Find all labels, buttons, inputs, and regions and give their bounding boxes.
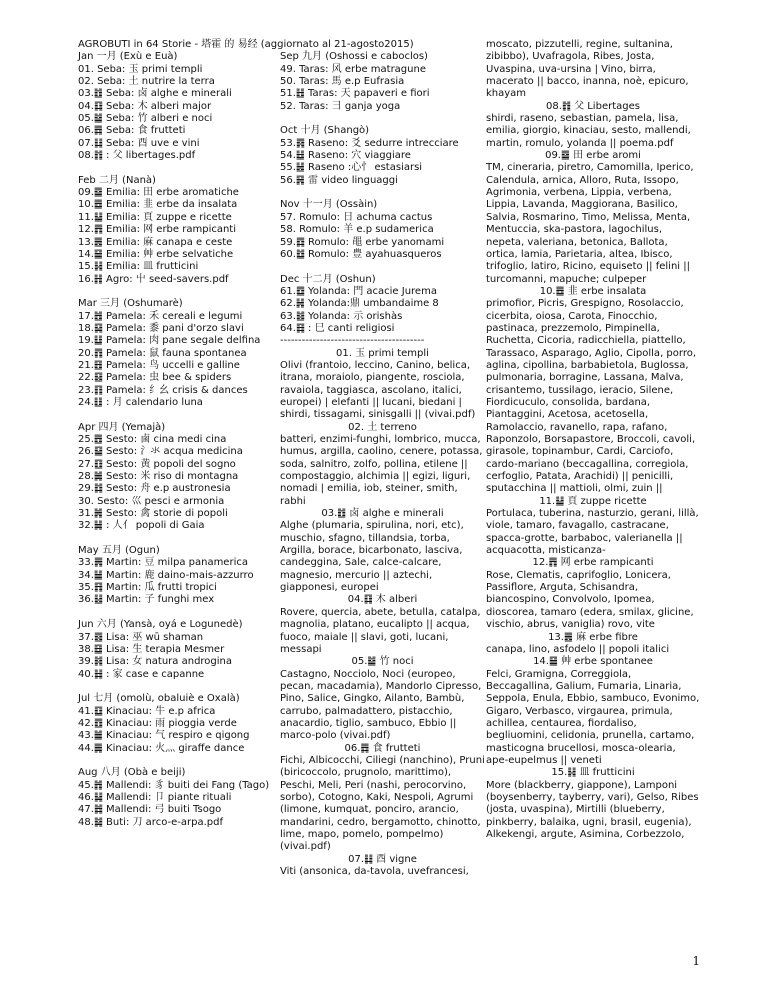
text-line: Feb 二月 (Nanà) [78,174,156,186]
text-line: 48.䷯ Buti: 刀 arco-e-arpa.pdf [78,816,223,828]
text-line: Apr 四月 (Yemajà) [78,421,166,433]
text-line: 63.䷾ Yolanda: 示 orishàs [280,310,403,322]
blank-line [280,113,485,125]
text-line: 32.䷟ : 人亻 popoli di Gaia [78,520,205,532]
text-line: 04.䷃ Seba: 木 alberi major [78,100,212,112]
text-line: 54.䷵ Raseno: 穴 viaggiare [280,150,411,162]
text-line: 60.䷻ Romulo: 豊 ayahuasqueros [280,248,442,260]
text-line: 10.䷉ Emilia: 韭 erbe da insalata [78,199,238,211]
blank-line [280,187,485,199]
text-line: 53.䷴ Raseno: 爻 sedurre intrecciare [280,137,459,149]
text-line: 17.䷐ Pamela: 禾 cereali e legumi [78,310,243,322]
text-line: 29.䷜ Sesto: 舟 e.p austronesia [78,483,231,495]
section-text: batteri, enzimi-funghi, lombrico, mucca, humus, argilla, caolino, cenere, potassa, soda, salnitro, zolfo, pollina, etilene || compostaggio, alchimia || egizi, liguri, nomadi | emilia, iob, steiner, smith, rabhi [280,434,483,507]
text-line: 49. Taras: 风 erbe matragune [280,63,426,75]
section-text: canapa, lino, asfodelo || popoli italici [486,643,670,655]
text-line: AGROBUTI in 64 Storie - 塔霍 的 易经 (aggiornato al 21-agosto2015) [78,39,414,50]
text-line: 18.䷑ Pamela: 黍 pani d'orzo slavi [78,322,244,334]
text-line: 27.䷚ Sesto: 黄 popoli del sogno [78,458,236,470]
text-line: 37.䷤ Lisa: 巫 wū shaman [78,631,204,643]
text-line: 64.䷿ : 巳 canti religiosi [280,322,395,334]
text-line: 12.䷋ Emilia: 网 erbe rampicanti [78,224,237,236]
text-line: 36.䷣ Martin: 子 funghi mex [78,594,215,606]
text-line: 14.䷍ Emilia: 艸 erbe selvatiche [78,248,234,260]
section-text: Castagno, Nocciolo, Noci (europeo, pecan, macadamia), Mandorlo Cipresso, Pino, Salice, Gingko, Ailanto, Bambù, carrubo, palmadattero, pistacchio, anacardio, tiglio, sambuco, Ebbio || marco-polo (vivai.pdf) [280,668,482,742]
text-line: 45.䷬ Mallendi: 豸 buiti dei Fang (Tago) [78,779,270,791]
text-line: 34.䷡ Martin: 鹿 daino-mais-azzurro [78,569,254,581]
text-line: 19.䷒ Pamela: 肉 pane segale delfina [78,335,261,347]
column-middle [280,39,485,878]
section-text: Felci, Gramigna, Correggiola, Beccagallina, Galium, Fumaria, Linaria, Seppola, Enula, Ebbio, sambuco, Evonimo, Gigaro, Verbasco, virgaurea, primula, achillea, centaurea, fiordaliso, begliuomini, celidonia, prunella, cartamo, masticogna brucellosi, mosca-olearia, ape-eupelmus || veneti [486,668,700,766]
text-line: 30. Sesto: 巛 pesci e armonia [78,495,225,507]
text-line: 40.䷧ : 家 case e capanne [78,668,205,680]
text-line: 59.䷺ Romulo: 黽 erbe yanomami [280,236,445,248]
section-heading: 01. 玉 primi templi [336,347,429,359]
text-line: 31.䷞ Sesto: 禽 storie di popoli [78,508,228,520]
section-text: Viti (ansonica, da-tavola, uvefrancesi, [280,866,469,878]
section-heading: 08.䷇ 父 Libertages [546,100,640,112]
document-page [78,39,700,969]
text-line: 42.䷩ Kinaciau: 雨 pioggia verde [78,717,237,729]
blank-line [78,286,283,298]
blank-line [78,162,283,174]
section-heading: 09.䷈ 田 erbe aromi [545,150,641,162]
section-heading: 02. 土 terreno [348,421,417,433]
text-line: 50. Taras: 馬 e.p Eufrasia [280,76,405,88]
section-heading: 06.䷅ 食 frutteti [344,742,421,754]
text-line: Nov 十一月 (Ossàin) [280,199,378,211]
section-heading: 11.䷊ 頁 zuppe ricette [539,495,647,507]
text-line: Dec 十二月 (Oshun) [280,273,376,285]
text-line: 62.䷽ Yolanda:鼎 umbandaime 8 [280,298,439,310]
text-line: Sep 九月 (Oshossi e caboclos) [280,51,428,63]
text-line: May 五月 (Ogun) [78,545,160,557]
text-line: Aug 八月 (Obà e beiji) [78,767,186,779]
text-line: 13.䷌ Emilia: 麻 canapa e ceste [78,236,233,248]
section-text: Fichi, Albicocchi, Ciliegi (nanchino), Pruni (biricoccolo, prugnolo, marittimo), Peschi, Meli, Peri (nashi, perocorvino, sorbo), Cotogno, Kaki, Nespoli, Agrumi (limone, kumquat, poncirо, arancio, mandarini, cedro, bergamotto, chinotto, lime, mapo, pomelo, pompelmo) (vivai.pdf) [280,754,485,853]
section-text: primofior, Picris, Grespigno, Rosolaccio, cicerbita, oiosa, Carota, Finocchio, pastinaca, prezzemolo, Pimpinella, Ruchetta, Cicoria, radicchiella, piattello, Tarassaco, Asparago, Aglio, Cipolla, porro, aglina, cipollina, barbabietola, Buglossa, pulmonaria, borragine, Lassana, Malva, crisantemo, tussilago, ieracio, Silene, Fiordicuculo, consolida, bardana, Piantaggini, Acetosa, acetosella, Ramolaccio, ravanello, rapa, rafano, Raponzolo, Borsapastore, Broccoli, cavoli, girasole, topinambur, Cardi, Carciofo, cardo-mariano (beccagallina, corregiola, cerfoglio, Patata, Arachidi) || penicilli, sputacchina || mattioli, olmi, zuin || [486,298,697,495]
page-number: 1 [692,954,700,968]
text-line: 23.䷖ Pamela: 纟幺 crisis & dances [78,384,248,396]
section-text: Portulaca, tuberina, nasturzio, gerani, lillà, viole, tamaro, favagallo, castracane, spacca-grotte, barbaboc, valerianella || acquacotta, misticanza- [486,508,699,557]
text-line: 01. Seba: 玉 primi templi [78,63,203,75]
section-text: Rovere, quercia, abete, betulla, catalpa, magnolia, platano, eucalipto || acqua, fuoco, maiale || slavi, goti, lucani, messapi [280,606,481,655]
section-text: TM, cineraria, piretro, Camomilla, Iperico, Calendula, arnica, Alloro, Ruta, Issopo, Agrimonia, verbena, Lippia, verbena, Lippia, Lavanda, Maggiorana, Basilico, Salvia, Rosmarino, Timo, Melissa, Menta, Mentuccia, ska-pastora, lagochilus, nepeta, valeriana, betonica, Ballota, ortica, lamia, Parietaria, altea, Ibisco, trifoglio, latiro, Ricino, equiseto || felini || turcomanni, mapuche; culpeper [486,162,694,285]
text-line: 22.䷕ Pamela: 虫 bee & spiders [78,372,232,384]
text-line: 56.䷷ 雷 video linguaggi [280,174,398,186]
text-line: 24.䷗ : 月 calendario luna [78,396,203,408]
text-line: 41.䷨ Kinaciau: 牛 e.p africa [78,705,216,717]
text-line: 52. Taras: ⺕ ganja yoga [280,100,401,112]
section-heading: 04.䷃ 木 alberi [347,594,418,606]
text-line: Jul 七月 (omolù, obaluiè e Oxalà) [78,693,240,705]
text-line: 44.䷫ Kinaciau: 火灬 giraffe dance [78,742,245,754]
section-heading: 03.䷂ 卤 alghe e minerali [321,508,444,520]
text-line: 61.䷼ Yolanda: 門 acacie Jurema [280,285,437,297]
section-text: shirdi, raseno, sebastian, pamela, lisa, emilia, giorgio, kinaciau, sesto, mallendi, martin, romulo, yolanda || poema.pdf [486,113,691,149]
text-line: 16.䷏ Agro: 屮 seed-savers.pdf [78,273,229,285]
text-line: 47.䷮ Mallendi: 弓 buiti Tsogo [78,804,222,816]
section-text: Olivi (frantoio, leccino, Canino, belica, itrana, moraiolo, piangente, rosciola, ravaiola, taggiasca, ascolano, italici, europei) | elefanti || lucani, biedani | shirdi, tissagami, sinisgalli || (vivai.pdf) [280,359,476,421]
text-line: 20.䷓ Pamela: 鼠 fauna spontanea [78,347,247,359]
text-line: 15.䷎ Emilia: 皿 frutticini [78,261,199,273]
text-line: 03.䷂ Seba: 卤 alghe e minerali [78,88,232,100]
text-line: 38.䷥ Lisa: 生 terapia Mesmer [78,643,225,655]
text-line: 28.䷛ Sesto: 米 riso di montagna [78,471,239,483]
text-line: 46.䷭ Mallendi: 卩 piante rituali [78,791,232,803]
text-line: ---------------------------------------- [280,335,425,347]
text-line: 07.䷆ Seba: 酉 uve e vini [78,137,200,149]
text-line: 02. Seba: 土 nutrire la terra [78,76,215,88]
blank-line [78,681,283,693]
section-text: More (blackberry, giappone), Lamponi (boysenberry, tayberry, vari), Gelso, Ribes (josta, uvaspina), Mirtilli (blueberry, pinkberry, balaika, ugni, brasil, eugenia), Alkekengi, argute, Asimina, Corbezzolo, [486,779,699,840]
text-line: Mar 三月 (Oshumarè) [78,298,183,310]
section-heading: 13.䷌ 麻 erbe fibre [548,631,638,643]
blank-line [78,755,283,767]
text-line: 21.䷔ Pamela: 鸟 uccelli e galline [78,359,240,371]
text-line: Jan 一月 (Exù e Euà) [78,51,178,63]
section-heading: 10.䷉ 韭 erbe insalata [539,285,647,297]
section-text: moscato, pizzutelli, regine, sultanina, zibibbo), Uvafragola, Ribes, Josta, Uvaspina, uva-ursina | Vino, birra, macerato || bacco, inanna, noè, epicuro, khayam [486,39,689,100]
section-text: Alghe (plumaria, spirulina, nori, etc), muschio, sfagno, tillandsia, torba, Argilla, borace, bicarbonato, lasciva, candeggina, Sale, calce-calcare, magnesio, mercurio || aztechi, giapponesi, europei [280,520,464,594]
blank-line [78,607,283,619]
section-heading: 07.䷆ 酉 vigne [348,853,417,865]
text-line: 26.䷙ Sesto: 氵氺 acqua medicina [78,446,243,458]
text-line: 58. Romulo: 羊 e.p sudamerica [280,224,434,236]
text-line: 11.䷊ Emilia: 頁 zuppe e ricette [78,211,232,223]
text-line: Oct 十月 (Shangò) [280,125,370,137]
text-line: 43.䷪ Kinaciau: 气 respiro e qigong [78,730,250,742]
text-line: 08.䷇ : 父 libertages.pdf [78,150,196,162]
section-heading: 15.䷎ 皿 frutticini [551,767,635,779]
text-line: 25.䷘ Sesto: 鹵 cina medi cina [78,434,227,445]
blank-line [280,39,485,51]
column-right [486,39,700,841]
section-heading: 05.䷄ 竹 noci [351,656,414,668]
text-line: 06.䷅ Seba: 食 frutteti [78,125,186,137]
text-line: 35.䷢ Martin: 瓜 frutti tropici [78,582,217,594]
text-line: 09.䷈ Emilia: 田 erbe aromatiche [78,187,239,199]
text-line: 55.䷶ Raseno :心忄 estasiarsi [280,162,423,174]
text-line: Jun 六月 (Yansà, oyá e Logunedè) [78,619,243,631]
blank-line [78,533,283,545]
section-heading: 14.䷍ 艸 erbe spontanee [533,656,653,668]
text-line: 33.䷠ Martin: 豆 milpa panamerica [78,557,248,569]
section-text: Rose, Clematis, caprifoglio, Lonicera, Passiflore, Arguta, Schisandra, biancospino, Convolvolo, Ipomea, dioscorea, tamaro (edera, smilax, glicine, vischio, abrus, vaniglia) rovo, vite [486,569,694,631]
blank-line [280,261,485,273]
section-heading: 12.䷋ 网 erbe rampicanti [532,557,654,569]
blank-line [78,409,283,421]
text-line: 05.䷄ Seba: 竹 alberi e noci [78,113,213,125]
text-line: 57. Romulo: 日 achuma cactus [280,211,433,223]
text-line: 51.䷲ Taras: 天 papaveri e fiori [280,88,430,100]
text-line: 39.䷦ Lisa: 女 natura androgina [78,656,233,668]
